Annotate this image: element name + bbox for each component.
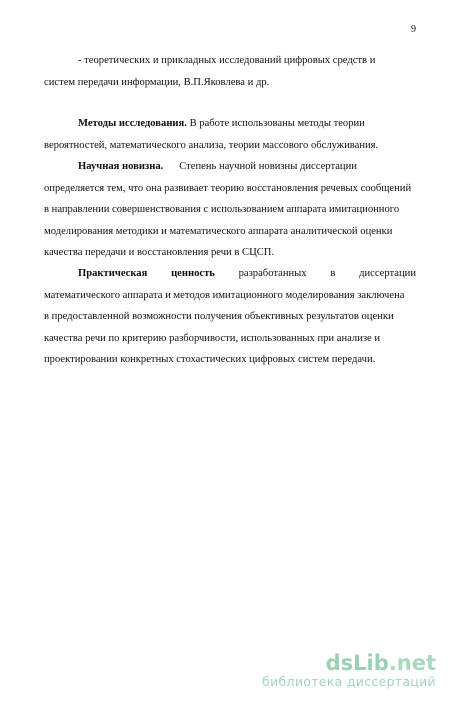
practical-heading-1: Практическая [78,268,148,279]
methods-heading: Методы исследования. [78,118,187,129]
paragraph-novelty [44,156,416,264]
watermark-logo [262,652,436,674]
text-line: систем передачи информации, В.П.Яковлева и др. [44,76,270,88]
text-line: проектировании конкретных стохастических цифровых систем передачи. [44,354,376,366]
text-line [44,113,416,135]
text-fragment: Степень научной новизны диссертации [179,161,357,172]
text-line: определяется тем, что она развивает теорию восстановления речевых сообщений [44,182,412,194]
text-line [44,263,416,285]
text-line [44,156,416,178]
text-line: - теоретических и прикладных исследований цифровых средств и [78,55,376,66]
text-line: качества передачи и восстановления речи в СЦСП. [44,247,275,259]
watermark-logo-main: dsLib [325,651,389,675]
text-word: разработанных [238,268,307,279]
text-word: в [330,268,336,279]
text-line: вероятностей, математического анализа, теории массового обслуживания. [44,139,379,151]
paragraph-sources [44,50,416,93]
text-line: в предоставленной возможности получения объективных результатов оценки [44,311,394,323]
watermark-logo-tld: .net [388,651,436,675]
novelty-heading: Научная новизна. [78,161,164,172]
text-line: в направлении совершенствования с использованием аппарата имитационного [44,204,400,216]
paragraph-methods [44,113,416,156]
text-word: диссертации [359,268,416,279]
paragraph-practical-value [44,263,416,371]
practical-heading-2: ценность [171,268,215,279]
text-line: математического аппарата и методов имитационного моделирования заключена [44,289,405,301]
text-fragment: В работе использованы методы теории [189,118,365,129]
text-line: моделирования методики и математического аппарата аналитической оценки [44,225,393,237]
watermark-subtitle: библиотека диссертаций [262,674,436,689]
watermark [262,652,436,689]
page-number: 9 [411,24,416,35]
text-line: качества речи по критерию разборчивости, использованных при анализе и [44,332,381,344]
